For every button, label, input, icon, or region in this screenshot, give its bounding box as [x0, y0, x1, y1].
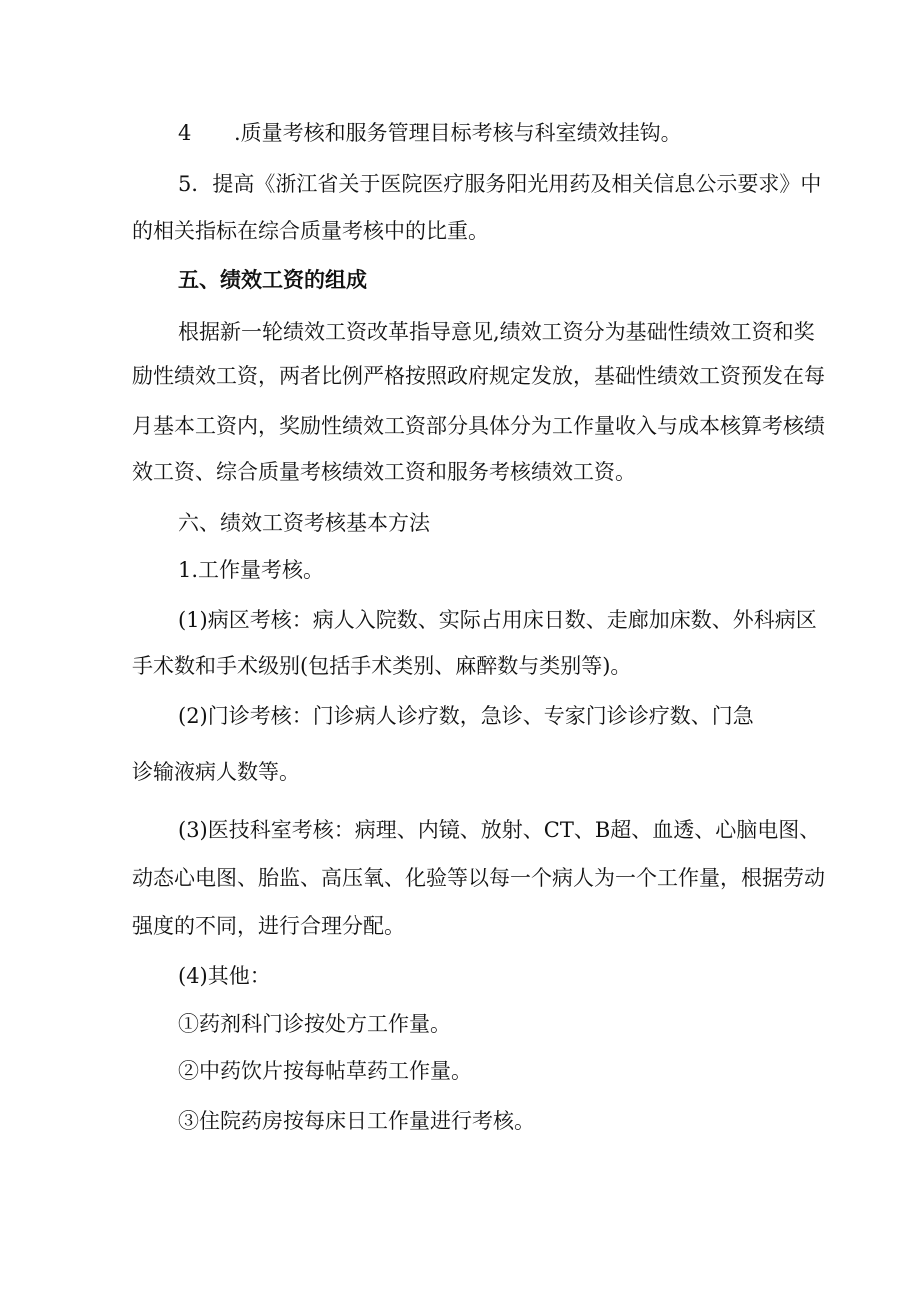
other-item-2: ②中药饮片按每帖草药工作量。 [178, 1059, 472, 1083]
outpatient-line-2: 诊输液病人数等。 [132, 760, 300, 784]
medtech-line-2: 动态心电图、胎监、高压氧、化验等以每一个病人为一个工作量，根据劳动 [132, 866, 825, 890]
section-5-para-line-3: 月基本工资内，奖励性绩效工资部分具体分为工作量收入与成本核算考核绩 [132, 414, 825, 438]
outpatient-line-1: (2)门诊考核：门诊病人诊疗数，急诊、专家门诊诊疗数、门急 [178, 704, 754, 728]
sub-1-workload: 1.工作量考核。 [178, 558, 325, 582]
other-item-1: ①药剂科门诊按处方工作量。 [178, 1012, 451, 1036]
other-heading: (4)其他： [178, 964, 271, 988]
section-5-para-line-4: 效工资、综合质量考核绩效工资和服务考核绩效工资。 [132, 460, 636, 484]
other-item-3: ③住院药房按每床日工作量进行考核。 [178, 1109, 535, 1133]
section-5-heading: 五、绩效工资的组成 [178, 267, 367, 292]
item-5-line-2: 的相关指标在综合质量考核中的比重。 [132, 219, 489, 243]
item-5-line-1: 5．提高《浙江省关于医院医疗服务阳光用药及相关信息公示要求》中 [178, 172, 822, 196]
section-6-heading: 六、绩效工资考核基本方法 [178, 511, 430, 535]
medtech-line-1: (3)医技科室考核：病理、内镜、放射、CT、B超、血透、心脑电图、 [178, 818, 821, 842]
ward-line-1: (1)病区考核：病人入院数、实际占用床日数、走廊加床数、外科病区 [178, 608, 817, 632]
section-5-para-line-2: 励性绩效工资，两者比例严格按照政府规定发放，基础性绩效工资预发在每 [132, 364, 825, 388]
section-5-para-line-1: 根据新一轮绩效工资改革指导意见,绩效工资分为基础性绩效工资和奖 [178, 320, 815, 344]
medtech-line-3: 强度的不同，进行合理分配。 [132, 914, 405, 938]
item-4 [178, 119, 682, 147]
item-4-number: 4 [178, 121, 192, 145]
ward-line-2: 手术数和手术级别(包括手术类别、麻醉数与类别等)。 [132, 654, 632, 678]
item-4-text: .质量考核和服务管理目标考核与科室绩效挂钩。 [234, 121, 682, 145]
